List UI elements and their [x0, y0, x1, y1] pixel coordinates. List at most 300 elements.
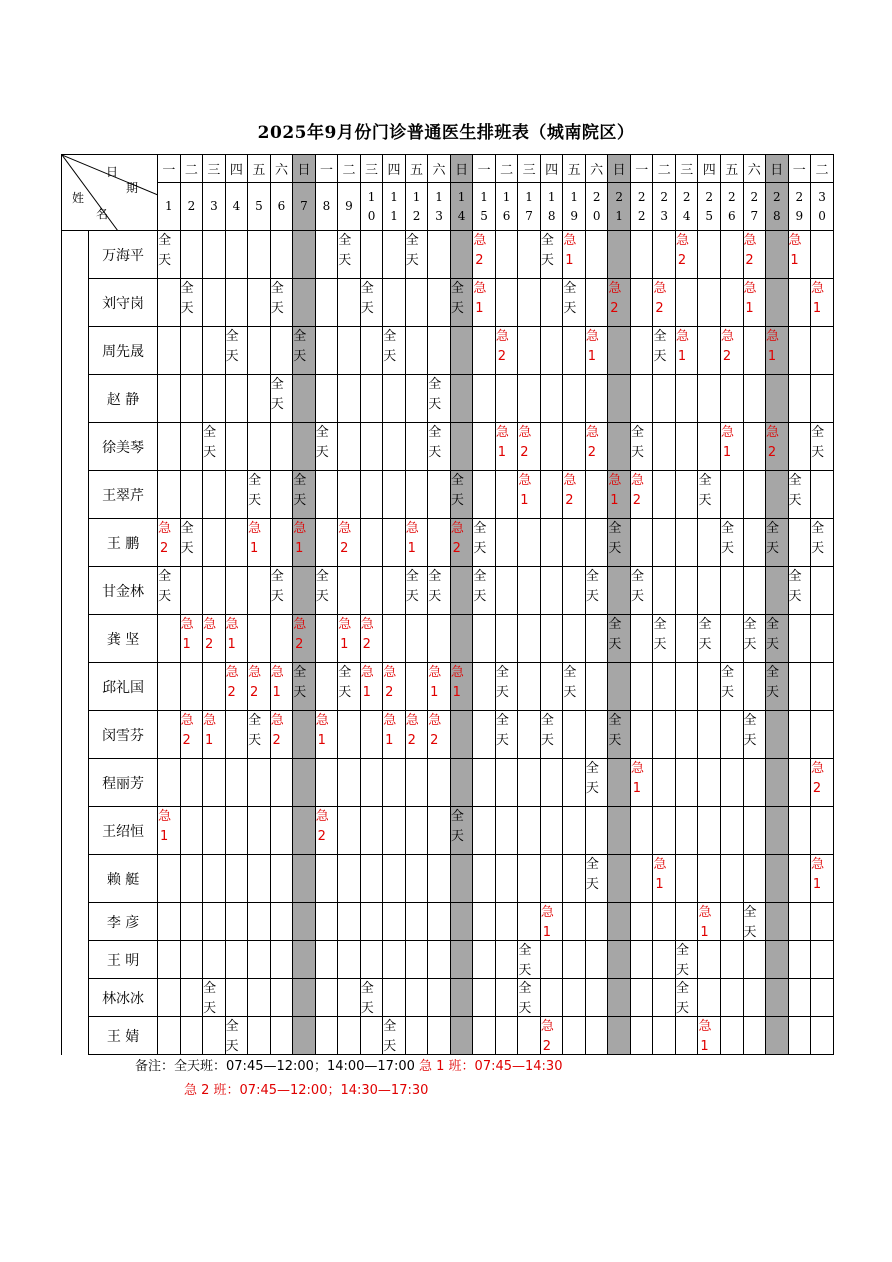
schedule-cell: [360, 279, 383, 327]
doctor-name: 赖 艇: [89, 855, 158, 903]
schedule-cell: [450, 423, 473, 471]
schedule-cell: [180, 979, 203, 1017]
full-day-shift: [766, 519, 778, 559]
schedule-cell: [338, 979, 361, 1017]
schedule-cell: [766, 231, 789, 279]
schedule-cell: [608, 327, 631, 375]
full-day-shift: [676, 941, 688, 981]
shift-label-char: 2: [250, 685, 259, 700]
schedule-cell: [721, 1017, 744, 1055]
schedule-cell: [630, 979, 653, 1017]
schedule-cell: [405, 423, 428, 471]
weekday-header-cell: 二: [811, 155, 834, 183]
schedule-cell: [450, 807, 473, 855]
schedule-cell: [158, 1017, 181, 1055]
schedule-cell: [338, 941, 361, 979]
shift-label-char: 急: [811, 761, 825, 776]
schedule-cell: [450, 327, 473, 375]
schedule-cell: [383, 519, 406, 567]
schedule-cell: [180, 663, 203, 711]
doctor-row: [62, 567, 834, 615]
shift-label-char: 全: [315, 569, 329, 584]
schedule-cell: [518, 903, 541, 941]
schedule-cell: [518, 567, 541, 615]
schedule-cell: [811, 615, 834, 663]
weekday-header-cell: 二: [180, 155, 203, 183]
corner-label-qi: 期: [126, 181, 139, 195]
emergency-shift: [698, 903, 710, 943]
schedule-cell: [698, 979, 721, 1017]
schedule-cell: [518, 979, 541, 1017]
schedule-cell: [450, 855, 473, 903]
schedule-cell: [788, 375, 811, 423]
schedule-cell: [158, 423, 181, 471]
schedule-cell: [630, 279, 653, 327]
schedule-cell: [766, 519, 789, 567]
shift-label-char: 天: [203, 1001, 217, 1016]
schedule-cell: [293, 231, 316, 279]
schedule-cell: [338, 471, 361, 519]
shift-label-char: 天: [315, 589, 329, 604]
schedule-cell: [405, 471, 428, 519]
shift-label-char: 急: [405, 713, 419, 728]
emergency-shift: [698, 1017, 710, 1057]
shift-label-char: 急: [630, 761, 644, 776]
emergency-shift: [608, 279, 620, 319]
schedule-cell: [743, 1017, 766, 1055]
shift-label-char: 天: [743, 637, 757, 652]
emergency-shift: [316, 807, 328, 847]
shift-label-char: 1: [430, 685, 439, 700]
schedule-cell: [653, 1017, 676, 1055]
corner-label-xing: 姓: [72, 191, 85, 205]
full-day-shift: [563, 279, 575, 319]
schedule-cell: [518, 855, 541, 903]
schedule-cell: [630, 375, 653, 423]
schedule-cell: [270, 567, 293, 615]
schedule-cell: [743, 279, 766, 327]
schedule-cell: [608, 423, 631, 471]
schedule-cell: [630, 663, 653, 711]
schedule-cell: [811, 231, 834, 279]
schedule-cell: [721, 663, 744, 711]
shift-label-char: 天: [293, 685, 307, 700]
schedule-cell: [225, 807, 248, 855]
schedule-cell: [563, 231, 586, 279]
date-header-cell: 2 0: [585, 183, 608, 231]
schedule-cell: [180, 615, 203, 663]
schedule-cell: [338, 1017, 361, 1055]
schedule-cell: [788, 711, 811, 759]
doctor-name: 龚 坚: [89, 615, 158, 663]
shift-label-char: 全: [743, 617, 757, 632]
schedule-cell: [766, 423, 789, 471]
shift-label-char: 急: [248, 665, 262, 680]
schedule-cell: [766, 375, 789, 423]
emergency-shift: [203, 615, 215, 655]
schedule-cell: [293, 567, 316, 615]
shift-label-char: 1: [227, 637, 236, 652]
schedule-cell: [248, 279, 271, 327]
shift-label-char: 天: [450, 829, 464, 844]
shift-label-char: 急: [293, 521, 307, 536]
emergency-shift: [541, 903, 553, 943]
schedule-cell: [630, 231, 653, 279]
full-day-shift: [316, 423, 328, 463]
shift-label-char: 全: [563, 281, 577, 296]
schedule-cell: [743, 423, 766, 471]
schedule-cell: [563, 807, 586, 855]
shift-label-char: 全: [608, 521, 622, 536]
shift-label-char: 1: [610, 493, 619, 508]
schedule-cell: [315, 711, 338, 759]
shift-label-char: 天: [608, 637, 622, 652]
schedule-cell: [721, 327, 744, 375]
schedule-cell: [338, 327, 361, 375]
schedule-cell: [585, 231, 608, 279]
schedule-cell: [563, 519, 586, 567]
schedule-cell: [293, 1017, 316, 1055]
schedule-cell: [360, 1017, 383, 1055]
weekday-header-cell: 五: [563, 155, 586, 183]
schedule-cell: [766, 471, 789, 519]
schedule-cell: [518, 519, 541, 567]
schedule-cell: [473, 711, 496, 759]
shift-label-char: 急: [766, 425, 780, 440]
schedule-cell: [518, 711, 541, 759]
schedule-cell: [158, 855, 181, 903]
schedule-cell: [473, 1017, 496, 1055]
full-day-shift: [473, 567, 485, 607]
emergency-shift: [676, 327, 688, 367]
doctor-row: [62, 711, 834, 759]
schedule-cell: [338, 279, 361, 327]
schedule-cell: [518, 471, 541, 519]
doctor-name: 刘守岗: [89, 279, 158, 327]
schedule-cell: [203, 615, 226, 663]
shift-label-char: 全: [585, 761, 599, 776]
shift-label-char: 1: [722, 445, 732, 460]
emergency-shift: [226, 615, 238, 655]
schedule-cell: [383, 1017, 406, 1055]
schedule-cell: [585, 979, 608, 1017]
schedule-cell: [608, 567, 631, 615]
full-day-shift: [383, 327, 395, 367]
schedule-cell: [608, 615, 631, 663]
schedule-cell: [158, 941, 181, 979]
full-day-shift: [361, 279, 373, 319]
schedule-cell: [450, 375, 473, 423]
date-header-cell: 1 1: [383, 183, 406, 231]
schedule-cell: [360, 567, 383, 615]
shift-label-char: 全: [743, 905, 757, 920]
schedule-cell: [315, 375, 338, 423]
schedule-cell: [360, 423, 383, 471]
schedule-cell: [743, 663, 766, 711]
schedule-cell: [495, 375, 518, 423]
schedule-cell: [383, 711, 406, 759]
schedule-cell: [225, 567, 248, 615]
full-day-shift: [338, 663, 350, 703]
full-day-shift: [226, 327, 238, 367]
full-day-shift: [158, 567, 170, 607]
shift-label-char: 天: [428, 397, 442, 412]
schedule-cell: [811, 663, 834, 711]
weekday-header-cell: 四: [383, 155, 406, 183]
schedule-cell: [766, 567, 789, 615]
schedule-cell: [585, 519, 608, 567]
full-day-shift: [608, 615, 620, 655]
shift-label-char: 急: [811, 857, 825, 872]
schedule-cell: [473, 471, 496, 519]
schedule-cell: [675, 375, 698, 423]
schedule-cell: [495, 979, 518, 1017]
full-day-shift: [586, 855, 598, 895]
full-day-shift: [766, 615, 778, 655]
emergency-shift: [766, 423, 778, 463]
shift-label-char: 2: [632, 493, 642, 508]
schedule-cell: [653, 423, 676, 471]
full-day-shift: [631, 423, 643, 463]
shift-label-char: 2: [677, 253, 687, 268]
full-day-shift: [473, 519, 485, 559]
schedule-cell: [698, 759, 721, 807]
header-corner-cell: [62, 155, 158, 231]
schedule-cell: [158, 759, 181, 807]
schedule-cell: [585, 759, 608, 807]
schedule-cell: [270, 711, 293, 759]
shift-label-char: 1: [362, 685, 371, 700]
schedule-cell: [698, 567, 721, 615]
emergency-shift: [181, 711, 193, 751]
shift-label-char: 全: [585, 569, 599, 584]
schedule-cell: [540, 375, 563, 423]
date-header-cell: 1 8: [540, 183, 563, 231]
schedule-cell: [495, 279, 518, 327]
schedule-cell: [428, 519, 451, 567]
doctor-name: 赵 静: [89, 375, 158, 423]
shift-label-char: 急: [473, 233, 487, 248]
schedule-cell: [743, 903, 766, 941]
schedule-cell: [788, 663, 811, 711]
schedule-cell: [293, 941, 316, 979]
full-day-shift: [744, 903, 756, 943]
shift-label-char: 全: [293, 329, 307, 344]
schedule-cell: [540, 327, 563, 375]
shift-label-char: 全: [608, 617, 622, 632]
full-day-shift: [248, 711, 260, 751]
schedule-cell: [653, 615, 676, 663]
shift-label-char: 全: [405, 233, 419, 248]
schedule-cell: [540, 471, 563, 519]
schedule-cell: [653, 471, 676, 519]
schedule-cell: [766, 663, 789, 711]
weekday-header-cell: 五: [405, 155, 428, 183]
schedule-cell: [811, 519, 834, 567]
schedule-cell: [721, 567, 744, 615]
schedule-cell: [293, 279, 316, 327]
shift-label-char: 天: [721, 685, 735, 700]
schedule-cell: [495, 663, 518, 711]
weekday-header-cell: 四: [225, 155, 248, 183]
schedule-cell: [428, 855, 451, 903]
schedule-cell: [248, 615, 271, 663]
schedule-cell: [788, 567, 811, 615]
shift-label-char: 天: [360, 301, 374, 316]
schedule-cell: [248, 519, 271, 567]
schedule-cell: [653, 327, 676, 375]
shift-label-char: 1: [475, 301, 484, 316]
shift-label-char: 急: [608, 473, 622, 488]
schedule-cell: [383, 941, 406, 979]
schedule-cell: [608, 807, 631, 855]
shift-label-char: 全: [518, 943, 532, 958]
date-header-cell: 1: [158, 183, 181, 231]
schedule-cell: [248, 711, 271, 759]
shift-label-char: 急: [225, 617, 239, 632]
schedule-cell: [225, 663, 248, 711]
shift-label-char: 天: [585, 781, 599, 796]
shift-label-char: 2: [340, 541, 349, 556]
schedule-cell: [721, 711, 744, 759]
weekday-header-cell: 二: [653, 155, 676, 183]
emergency-shift: [226, 663, 238, 703]
schedule-cell: [360, 979, 383, 1017]
shift-label-char: 全: [428, 569, 442, 584]
emergency-shift: [293, 519, 305, 559]
schedule-cell: [721, 903, 744, 941]
shift-label-char: 全: [630, 569, 644, 584]
schedule-cell: [270, 375, 293, 423]
doctor-row: [62, 979, 834, 1017]
shift-label-char: 天: [473, 541, 487, 556]
schedule-cell: [270, 663, 293, 711]
full-day-shift: [631, 567, 643, 607]
shift-label-char: 天: [788, 589, 802, 604]
weekday-header-cell: 六: [743, 155, 766, 183]
shift-label-char: 急: [653, 857, 667, 872]
shift-label-char: 全: [608, 713, 622, 728]
schedule-cell: [563, 423, 586, 471]
schedule-cell: [721, 855, 744, 903]
schedule-cell: [563, 979, 586, 1017]
shift-label-char: 急: [630, 473, 644, 488]
schedule-cell: [653, 759, 676, 807]
doctor-name: 王翠芹: [89, 471, 158, 519]
schedule-cell: [405, 759, 428, 807]
schedule-cell: [653, 663, 676, 711]
shift-label-char: 急: [428, 713, 442, 728]
schedule-cell: [540, 711, 563, 759]
schedule-cell: [315, 979, 338, 1017]
emergency-shift: [496, 327, 508, 367]
schedule-cell: [315, 567, 338, 615]
schedule-cell: [203, 423, 226, 471]
schedule-cell: [315, 327, 338, 375]
schedule-cell: [698, 663, 721, 711]
schedule-cell: [495, 759, 518, 807]
weekday-header-cell: 一: [158, 155, 181, 183]
shift-label-char: 天: [698, 637, 712, 652]
shift-label-char: 2: [452, 541, 461, 556]
shift-label-char: 全: [158, 233, 172, 248]
schedule-cell: [315, 471, 338, 519]
weekday-header-cell: 六: [585, 155, 608, 183]
shift-label-char: 全: [495, 665, 509, 680]
schedule-cell: [766, 615, 789, 663]
shift-label-char: 急: [270, 713, 284, 728]
schedule-cell: [518, 941, 541, 979]
shift-label-char: 全: [383, 1019, 397, 1034]
schedule-cell: [203, 327, 226, 375]
schedule-cell: [180, 471, 203, 519]
schedule-cell: [225, 855, 248, 903]
shift-label-char: 急: [293, 617, 307, 632]
doctor-row: [62, 519, 834, 567]
schedule-cell: [405, 231, 428, 279]
schedule-cell: [180, 519, 203, 567]
date-header-cell: 1 9: [563, 183, 586, 231]
corner-label-ri: 日: [106, 165, 119, 179]
schedule-cell: [698, 941, 721, 979]
shift-label-char: 急: [743, 233, 757, 248]
schedule-cell: [811, 1017, 834, 1055]
date-header-cell: 2 8: [766, 183, 789, 231]
shift-label-char: 天: [630, 445, 644, 460]
schedule-cell: [428, 711, 451, 759]
schedule-cell: [563, 567, 586, 615]
emergency-shift: [383, 663, 395, 703]
shift-label-char: 全: [788, 473, 802, 488]
schedule-cell: [608, 1017, 631, 1055]
emergency-shift: [406, 711, 418, 751]
doctor-row: [62, 941, 834, 979]
schedule-cell: [405, 663, 428, 711]
emergency-shift: [744, 231, 756, 271]
shift-label-char: 天: [248, 493, 262, 508]
schedule-cell: [675, 903, 698, 941]
schedule-cell: [338, 423, 361, 471]
emergency-shift: [158, 519, 170, 559]
shift-label-char: 全: [788, 569, 802, 584]
schedule-cell: [203, 1017, 226, 1055]
schedule-cell: [675, 663, 698, 711]
schedule-cell: [270, 1017, 293, 1055]
notes-e2-desc: 急 2 班：07:45—12:00；14:30—17:30: [184, 1083, 429, 1098]
schedule-cell: [811, 471, 834, 519]
schedule-cell: [811, 807, 834, 855]
schedule-cell: [428, 375, 451, 423]
doctor-name: 王 婧: [89, 1017, 158, 1055]
emergency-shift: [271, 663, 283, 703]
schedule-cell: [608, 979, 631, 1017]
schedule-cell: [540, 423, 563, 471]
schedule-cell: [698, 1017, 721, 1055]
emergency-shift: [518, 423, 530, 463]
shift-label-char: 天: [608, 541, 622, 556]
schedule-cell: [383, 903, 406, 941]
schedule-cell: [158, 807, 181, 855]
schedule-cell: [450, 663, 473, 711]
schedule-cell: [293, 471, 316, 519]
schedule-cell: [248, 471, 271, 519]
schedule-cell: [338, 615, 361, 663]
date-header-cell: 2 4: [675, 183, 698, 231]
schedule-cell: [788, 471, 811, 519]
shift-label-char: 1: [317, 733, 326, 748]
doctor-row: [62, 423, 834, 471]
schedule-cell: [405, 807, 428, 855]
